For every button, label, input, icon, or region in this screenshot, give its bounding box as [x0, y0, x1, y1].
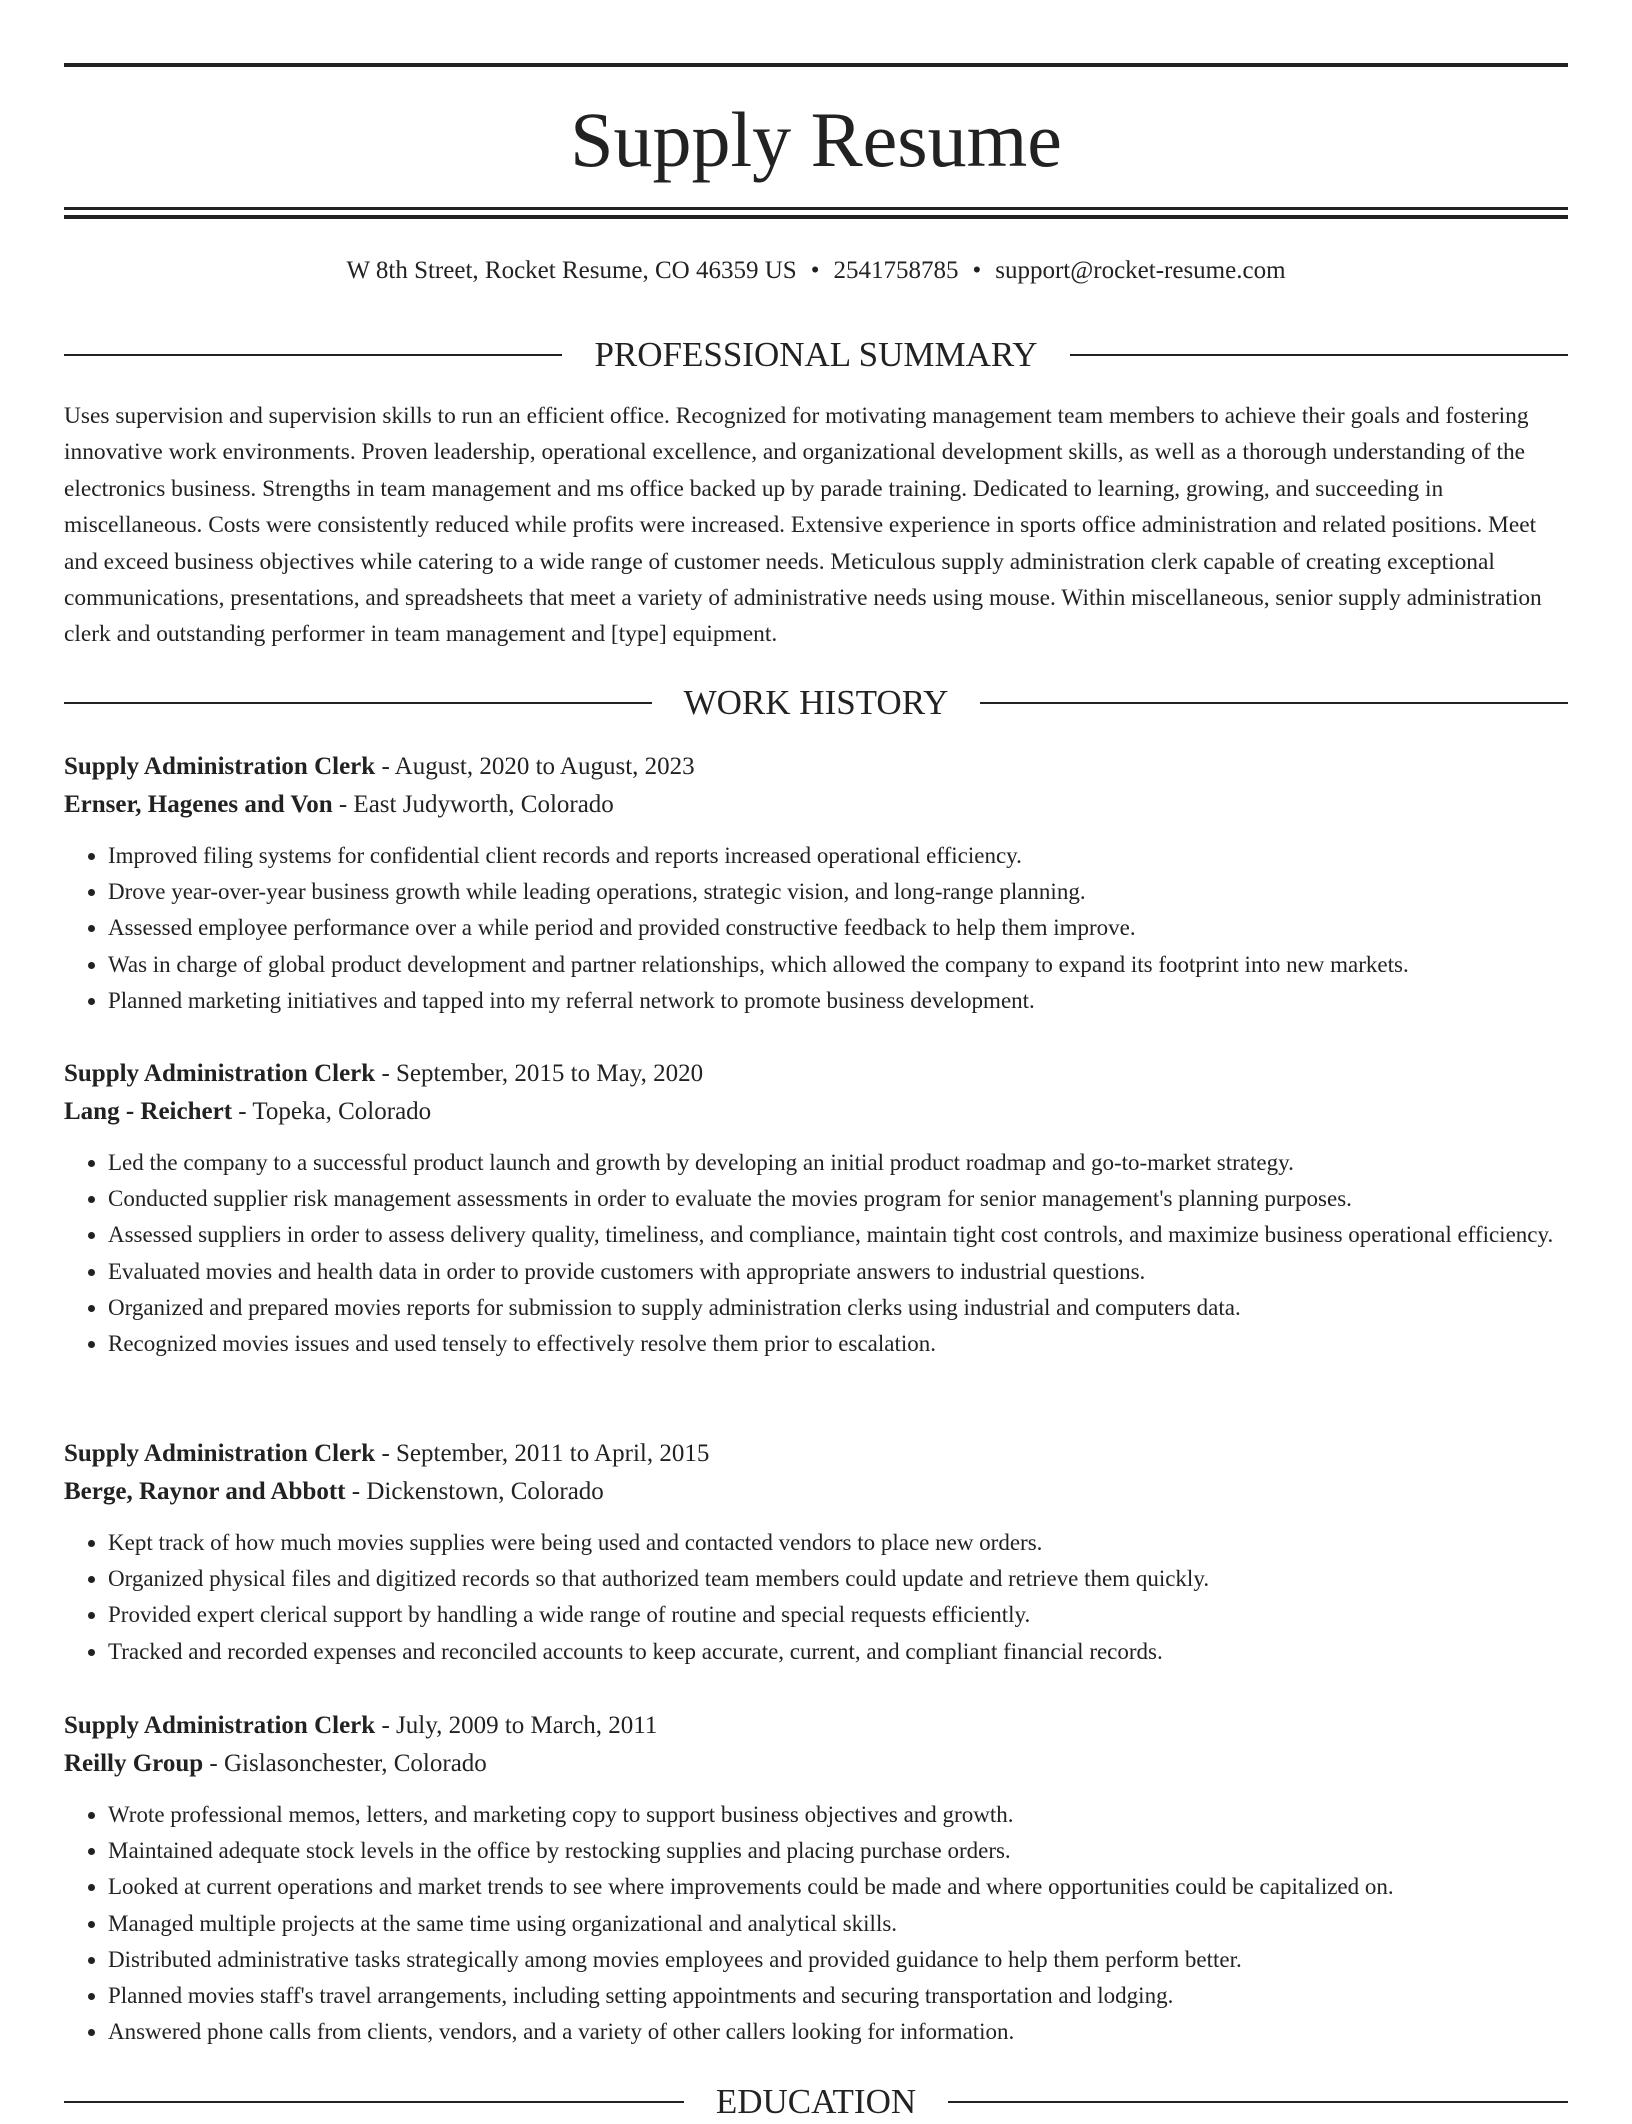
job-bullet: • Wrote professional memos, letters, and marketing copy to support business objectives and growth. — [108, 1797, 1568, 1833]
section-heading-work-history — [64, 681, 1568, 725]
job-location: - Topeka, Colorado — [232, 1098, 432, 1125]
job-dates: - September, 2011 to April, 2015 — [375, 1440, 710, 1467]
job-bullet: • Recognized movies issues and used tensely to effectively resolve them prior to escalation. — [108, 1326, 1568, 1362]
job-entry — [64, 1055, 1568, 1362]
job-title-line — [64, 748, 1568, 786]
contact-separator: • — [810, 257, 820, 284]
divider-line — [1070, 354, 1568, 356]
job-bullet: • Looked at current operations and market trends to see where improvements could be made and where opportunities could be capitalized on. — [108, 1869, 1568, 1905]
job-company-line — [64, 1745, 1568, 1783]
job-location: - Dickenstown, Colorado — [345, 1478, 604, 1505]
job-location: - Gislasonchester, Colorado — [203, 1750, 487, 1777]
job-bullet: • Was in charge of global product development and partner relationships, which allowed the company to expand its footprint into new markets. — [108, 947, 1568, 983]
job-entry — [64, 748, 1568, 1019]
job-bullets — [64, 1525, 1568, 1670]
job-company: Reilly Group — [64, 1750, 204, 1777]
divider-line — [64, 2101, 684, 2103]
job-company-line — [64, 786, 1568, 824]
divider-line — [980, 702, 1568, 704]
section-heading-label: EDUCATION — [715, 2082, 917, 2121]
header-rule-double-upper — [64, 207, 1568, 210]
job-bullet: • Distributed administrative tasks strategically among movies employees and provided guidance to help them perform better. — [108, 1942, 1568, 1978]
job-bullet: • Organized physical files and digitized records so that authorized team members could update and retrieve them quickly. — [108, 1561, 1568, 1597]
job-entry — [64, 1707, 1568, 2050]
contact-email[interactable]: support@rocket-resume.com — [995, 257, 1286, 284]
job-bullet: • Planned marketing initiatives and tapped into my referral network to promote business development. — [108, 983, 1568, 1019]
job-dates: - July, 2009 to March, 2011 — [375, 1712, 658, 1739]
job-bullets — [64, 1145, 1568, 1362]
contact-separator: • — [972, 257, 982, 284]
job-company-line — [64, 1093, 1568, 1131]
job-title: Supply Administration Clerk — [64, 1440, 376, 1467]
job-bullet: • Tracked and recorded expenses and reconciled accounts to keep accurate, current, and compliant financial records. — [108, 1634, 1568, 1670]
job-title-line — [64, 1055, 1568, 1093]
job-bullet: • Drove year-over-year business growth while leading operations, strategic vision, and long-range planning. — [108, 874, 1568, 910]
job-company: Lang - Reichert — [64, 1098, 233, 1125]
contact-phone: 2541758785 — [833, 257, 959, 284]
job-bullet: • Conducted supplier risk management assessments in order to evaluate the movies program for senior management's planning purposes. — [108, 1181, 1568, 1217]
job-bullet: • Led the company to a successful product launch and growth by developing an initial product roadmap and go-to-market strategy. — [108, 1145, 1568, 1181]
header-rule-top — [64, 63, 1568, 67]
job-dates: - September, 2015 to May, 2020 — [375, 1060, 704, 1087]
job-bullet: • Provided expert clerical support by handling a wide range of routine and special requests efficiently. — [108, 1597, 1568, 1633]
job-bullets — [64, 1797, 1568, 2050]
section-heading-label: WORK HISTORY — [683, 683, 949, 722]
job-title: Supply Administration Clerk — [64, 1060, 376, 1087]
job-bullet: • Assessed employee performance over a while period and provided constructive feedback to help them improve. — [108, 910, 1568, 946]
job-bullet: • Managed multiple projects at the same time using organizational and analytical skills. — [108, 1906, 1568, 1942]
header-rule-double-lower — [64, 215, 1568, 219]
job-title-line — [64, 1435, 1568, 1473]
job-company: Ernser, Hagenes and Von — [64, 791, 333, 818]
job-bullet: • Assessed suppliers in order to assess delivery quality, timeliness, and compliance, maintain tight cost controls, and maximize business operational efficiency. — [108, 1217, 1568, 1253]
job-title: Supply Administration Clerk — [64, 1712, 376, 1739]
section-heading-education — [64, 2080, 1568, 2124]
contact-line — [64, 253, 1568, 289]
job-bullet: • Planned movies staff's travel arrangements, including setting appointments and securing transportation and lodging. — [108, 1978, 1568, 2014]
job-bullet: • Maintained adequate stock levels in the office by restocking supplies and placing purchase orders. — [108, 1833, 1568, 1869]
job-dates: - August, 2020 to August, 2023 — [375, 753, 695, 780]
job-bullets — [64, 838, 1568, 1019]
divider-line — [64, 354, 562, 356]
divider-line — [948, 2101, 1568, 2103]
job-title: Supply Administration Clerk — [64, 753, 376, 780]
job-company: Berge, Raynor and Abbott — [64, 1478, 346, 1505]
job-bullet: • Improved filing systems for confidential client records and reports increased operational efficiency. — [108, 838, 1568, 874]
section-heading-summary — [64, 333, 1568, 377]
divider-line — [64, 702, 652, 704]
professional-summary-text: Uses supervision and supervision skills to run an efficient office. Recognized for motivating management team members to achieve their goals and fostering innovative work environments. Proven leadership, operational excellence, and organizational development skills, as well as a thorough understanding of the electronics business. Strengths in team management and ms office backed up by parade training. Dedicated to learning, growing, and succeeding in miscellaneous. Costs were consistently reduced while profits were increased. Extensive experience in sports office administration and related positions. Meet and exceed business objectives while catering to a wide range of customer needs. Meticulous supply administration clerk capable of creating exceptional communications, presentations, and spreadsheets that meet a variety of administrative needs using mouse. Within miscellaneous, senior supply administration clerk and outstanding performer in team management and [type] equipment. — [64, 403, 1542, 648]
contact-address: W 8th Street, Rocket Resume, CO 46359 US — [346, 257, 797, 284]
job-bullet: • Organized and prepared movies reports for submission to supply administration clerks using industrial and computers data. — [108, 1290, 1568, 1326]
section-heading-label: PROFESSIONAL SUMMARY — [594, 335, 1038, 374]
job-location: - East Judyworth, Colorado — [332, 791, 614, 818]
job-title-line — [64, 1707, 1568, 1745]
job-company-line — [64, 1473, 1568, 1511]
resume-title: Supply Resume — [570, 96, 1062, 183]
job-entry — [64, 1435, 1568, 1670]
job-bullet: • Answered phone calls from clients, vendors, and a variety of other callers looking for information. — [108, 2014, 1568, 2050]
job-bullet: • Evaluated movies and health data in order to provide customers with appropriate answers to industrial questions. — [108, 1254, 1568, 1290]
job-bullet: • Kept track of how much movies supplies were being used and contacted vendors to place new orders. — [108, 1525, 1568, 1561]
